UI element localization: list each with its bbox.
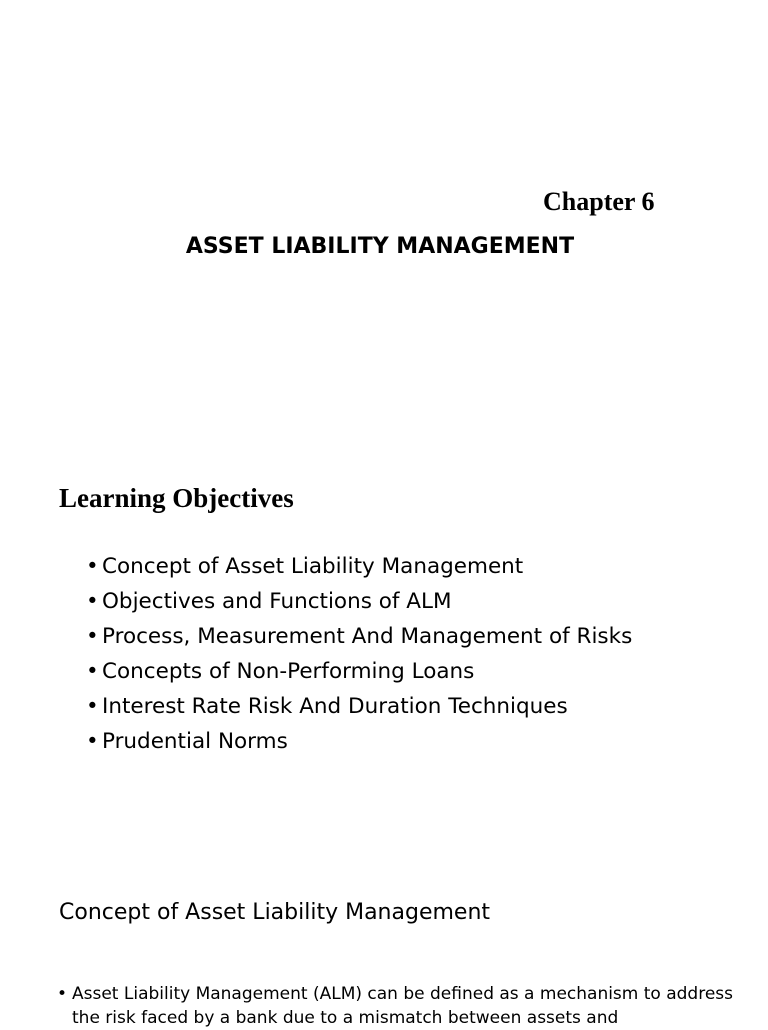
- concept-section-heading: Concept of Asset Liability Management: [59, 900, 491, 925]
- bullet-icon: •: [86, 729, 99, 754]
- list-item: [57, 982, 737, 1030]
- bullet-icon: •: [86, 624, 99, 649]
- list-item-text: Prudential Norms: [102, 729, 288, 754]
- concept-bullet-list: [57, 982, 737, 1030]
- list-item: [86, 691, 632, 726]
- list-item-text: Interest Rate Risk And Duration Techniques: [102, 694, 568, 719]
- list-item: [86, 551, 632, 586]
- bullet-icon: •: [86, 589, 99, 614]
- list-item-text: Process, Measurement And Management of Risks: [102, 624, 633, 649]
- list-item-text: Concepts of Non-Performing Loans: [102, 659, 475, 684]
- list-item: [86, 656, 632, 691]
- chapter-label: Chapter 6: [543, 187, 655, 216]
- bullet-icon: •: [57, 984, 68, 1004]
- bullet-icon: •: [86, 659, 99, 684]
- learning-objectives-heading: Learning Objectives: [59, 483, 294, 513]
- list-item: [86, 586, 632, 621]
- bullet-icon: •: [86, 554, 99, 579]
- learning-objectives-list: [86, 551, 632, 761]
- concept-bullet-text: Asset Liability Management (ALM) can be defined as a mechanism to address the risk faced by a bank due to a mismatch between assets and: [72, 984, 734, 1028]
- list-item: [86, 726, 632, 761]
- list-item: [86, 621, 632, 656]
- bullet-icon: •: [86, 694, 99, 719]
- list-item-text: Objectives and Functions of ALM: [102, 589, 452, 614]
- page-title: ASSET LIABILITY MANAGEMENT: [185, 234, 575, 259]
- list-item-text: Concept of Asset Liability Management: [102, 554, 524, 579]
